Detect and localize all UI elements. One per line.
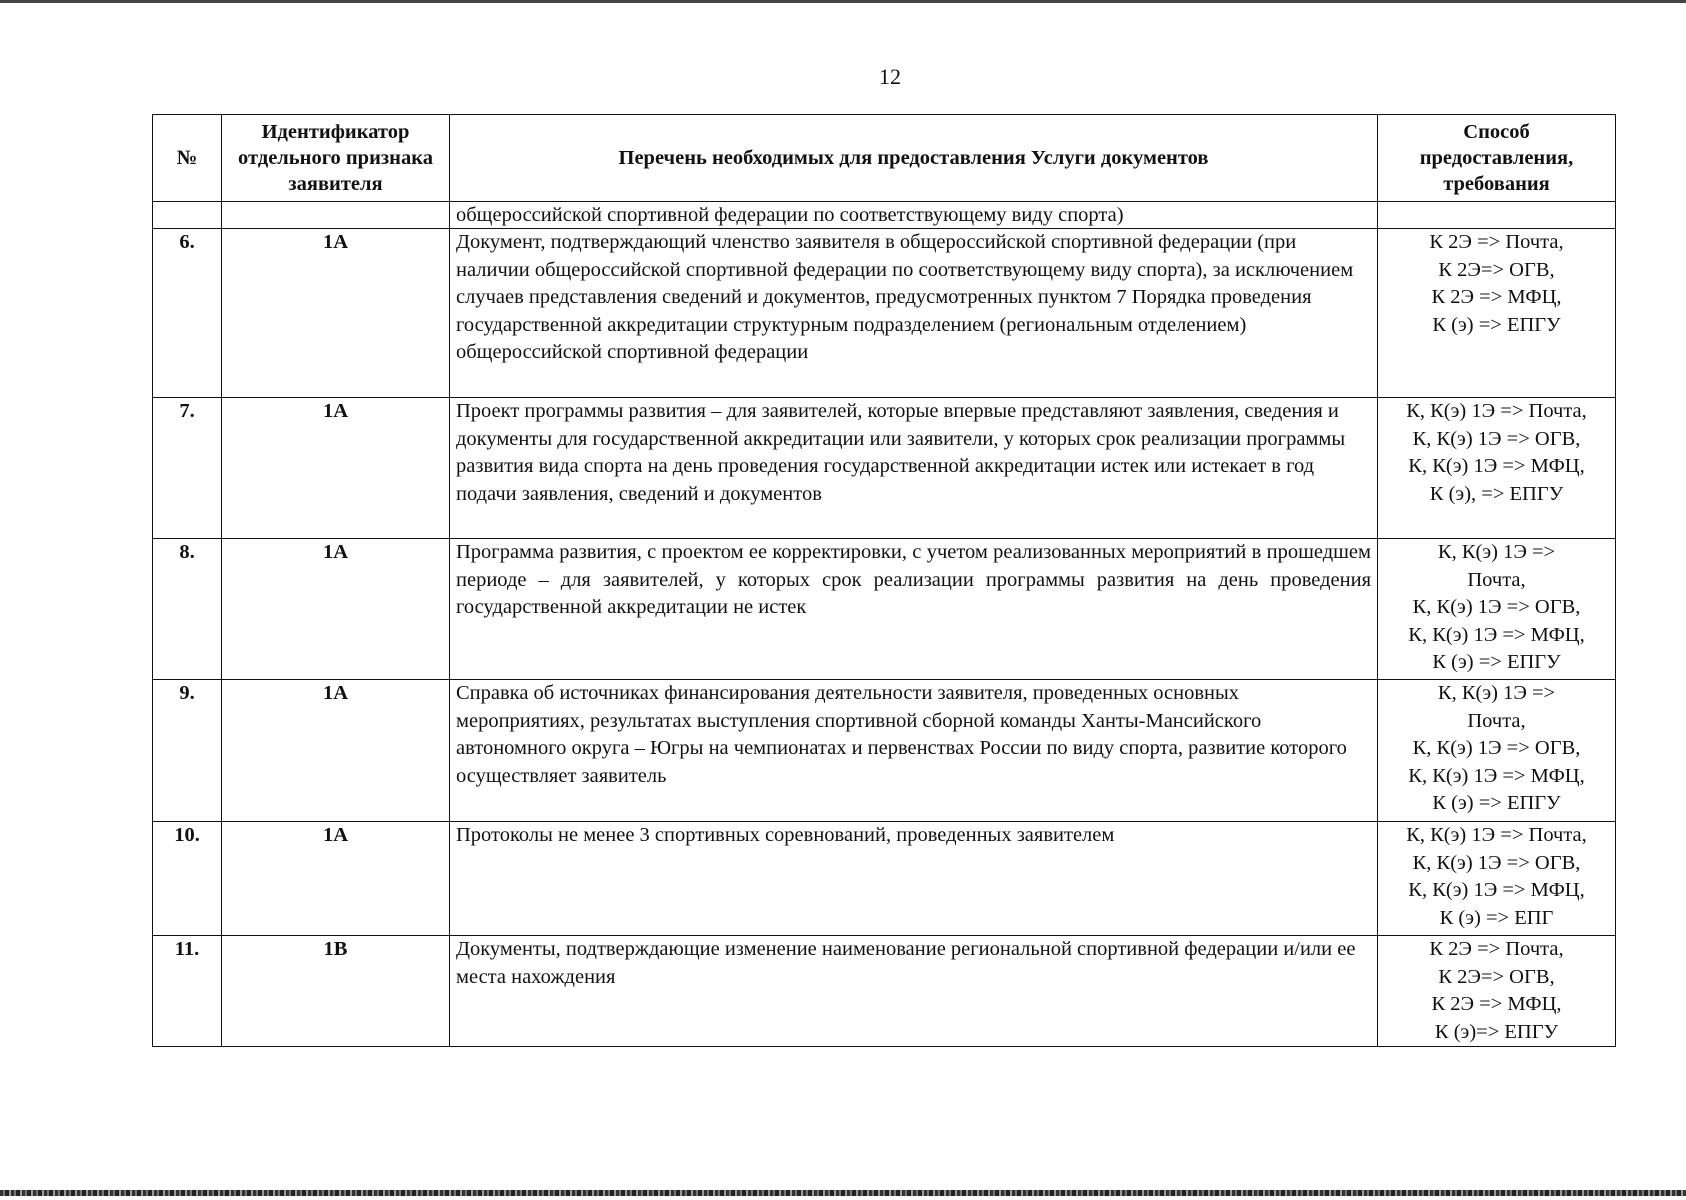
cell-docs: Программа развития, с проектом ее корректировки, с учетом реализованных мероприятий в прошедшем периоде – для заявителей, у которых срок реализации программы развития на день проведения государственной аккредитации не истек xyxy=(450,539,1378,680)
cell-num: 7. xyxy=(153,398,222,539)
way-line: К, К(э) 1Э => ОГВ, xyxy=(1412,851,1581,874)
way-line: К 2Э => МФЦ, xyxy=(1431,286,1562,308)
scan-edge-bottom xyxy=(0,1190,1686,1196)
cell-docs: Документ, подтверждающий членство заявителя в общероссийской спортивной федерации (при наличии общероссийской спортивной федерации по соответствующему виду спорта), за исключением случаев представления сведений и документов, предусмотренных пунктом 7 Порядка проведения государственной аккредитации структурным подразделением (региональным отделением) общероссийской спортивной федерации xyxy=(450,229,1378,398)
header-ident: Идентификатор отдельного признака заявителя xyxy=(222,115,450,202)
cell-num: 11. xyxy=(153,936,222,1047)
cell-ident: 1В xyxy=(222,936,450,1047)
cell-way xyxy=(1378,398,1616,539)
way-line: К, К(э) 1Э => ОГВ, xyxy=(1412,737,1581,759)
way-line: К, К(э) 1Э => xyxy=(1437,541,1556,563)
way-line: К, К(э) 1Э => Почта, xyxy=(1406,400,1587,422)
cell-docs: Документы, подтверждающие изменение наименование региональной спортивной федерации и/или ее места нахождения xyxy=(450,936,1378,1047)
cell-num: 8. xyxy=(153,539,222,680)
cell-way xyxy=(1378,229,1616,398)
way-line: К (э) => ЕПГУ xyxy=(1432,651,1561,673)
cell-ident: 1А xyxy=(222,398,450,539)
header-way: Способ предоставления, требования xyxy=(1378,115,1616,202)
way-line: Почта, xyxy=(1467,568,1526,591)
cell-num: 10. xyxy=(153,822,222,936)
cell-ident: 1А xyxy=(222,539,450,680)
header-docs: Перечень необходимых для предоставления Услуги документов xyxy=(450,115,1378,202)
way-line: К, К(э) 1Э => xyxy=(1437,682,1556,704)
way-line: К, К(э) 1Э => Почта, xyxy=(1406,824,1587,846)
table-header-row xyxy=(153,115,1616,202)
way-line: К, К(э) 1Э => ОГВ, xyxy=(1412,427,1581,450)
cell-ident: 1А xyxy=(222,229,450,398)
cell-num xyxy=(153,202,222,229)
way-line: К 2Э=> ОГВ, xyxy=(1438,965,1555,988)
way-line: К (э)=> ЕПГУ xyxy=(1434,1020,1559,1043)
cell-way xyxy=(1378,822,1616,936)
table-row xyxy=(153,229,1616,398)
way-line: К, К(э) 1Э => МФЦ, xyxy=(1408,764,1585,787)
cell-ident: 1А xyxy=(222,680,450,822)
cell-way xyxy=(1378,936,1616,1047)
cell-docs: общероссийской спортивной федерации по соответствующему виду спорта) xyxy=(450,202,1378,229)
header-num: № xyxy=(153,115,222,202)
way-line: К 2Э => МФЦ, xyxy=(1431,993,1562,1015)
cell-docs: Протоколы не менее 3 спортивных соревнований, проведенных заявителем xyxy=(450,822,1378,936)
table-row-continuation xyxy=(153,202,1616,229)
cell-way xyxy=(1378,539,1616,680)
table-row xyxy=(153,539,1616,680)
table-row xyxy=(153,936,1616,1047)
cell-num: 9. xyxy=(153,680,222,822)
table-row xyxy=(153,680,1616,822)
way-line: К (э), => ЕПГУ xyxy=(1429,482,1564,505)
way-line: К, К(э) 1Э => МФЦ, xyxy=(1408,623,1585,646)
scan-edge-top xyxy=(0,0,1686,3)
cell-num: 6. xyxy=(153,229,222,398)
cell-docs: Справка об источниках финансирования деятельности заявителя, проведенных основных мероприятиях, результатах выступления спортивной сборной команды Ханты-Мансийского автономного округа – Югры на чемпионатах и первенствах России по виду спорта, развитие которого осуществляет заявитель xyxy=(450,680,1378,822)
cell-way xyxy=(1378,202,1616,229)
way-line: Почта, xyxy=(1467,709,1526,732)
way-line: К 2Э => Почта, xyxy=(1429,231,1564,253)
documents-table xyxy=(152,114,1616,1047)
way-line: К (э) => ЕПГ xyxy=(1439,906,1554,929)
cell-ident: 1А xyxy=(222,822,450,936)
way-line: К (э) => ЕПГУ xyxy=(1432,792,1561,814)
way-line: К, К(э) 1Э => МФЦ, xyxy=(1408,455,1585,477)
cell-docs: Проект программы развития – для заявителей, которые впервые представляют заявления, сведения и документы для государственной аккредитации или заявители, у которых срок реализации программы развития вида спорта на день проведения государственной аккредитации истек или истекает в год подачи заявления, сведений и документов xyxy=(450,398,1378,539)
page-number: 12 xyxy=(879,64,901,89)
way-line: К, К(э) 1Э => ОГВ, xyxy=(1412,596,1581,618)
table-row xyxy=(153,822,1616,936)
way-line: К, К(э) 1Э => МФЦ, xyxy=(1408,879,1585,901)
way-line: К 2Э => Почта, xyxy=(1429,938,1564,960)
cell-way xyxy=(1378,680,1616,822)
way-line: К 2Э=> ОГВ, xyxy=(1438,258,1555,281)
way-line: К (э) => ЕПГУ xyxy=(1432,313,1561,336)
cell-ident xyxy=(222,202,450,229)
table-row xyxy=(153,398,1616,539)
